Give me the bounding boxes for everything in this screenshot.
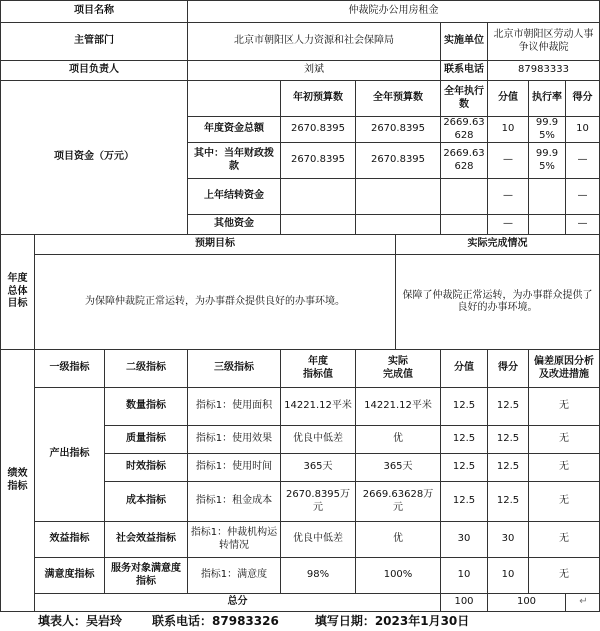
total-score: 100 — [488, 594, 566, 612]
perf-reason: 无 — [529, 522, 600, 558]
funds-header-rate: 执行率 — [529, 81, 566, 117]
perf-l3: 指标1：仲裁机构运转情况 — [188, 522, 281, 558]
perf-l2: 服务对象满意度指标 — [105, 558, 188, 594]
funds-cell — [529, 215, 566, 235]
funds-cell: 2670.8395 — [356, 143, 441, 179]
dept-row — [1, 23, 600, 61]
perf-score: 12.5 — [488, 426, 529, 454]
perf-actual: 365天 — [356, 454, 441, 482]
funds-header-full: 全年预算数 — [356, 81, 441, 117]
funds-cell: — — [488, 143, 529, 179]
perf-section-label: 绩效指标 — [1, 350, 35, 612]
funds-cell: 99.95% — [529, 143, 566, 179]
phone-value: 87983333 — [488, 61, 600, 81]
goals-content-row — [1, 255, 600, 350]
perf-value: 12.5 — [441, 482, 488, 522]
perf-score: 30 — [488, 522, 529, 558]
perf-l2: 数量指标 — [105, 388, 188, 426]
perf-header-row — [1, 350, 600, 388]
perf-score: 12.5 — [488, 482, 529, 522]
funds-cell — [281, 215, 356, 235]
perf-score: 12.5 — [488, 388, 529, 426]
funds-cell: 10 — [488, 117, 529, 143]
leader-value: 刘斌 — [188, 61, 441, 81]
perf-header-level1: 一级指标 — [35, 350, 105, 388]
goals-expected-label: 预期目标 — [35, 235, 396, 255]
perf-header-level3: 三级指标 — [188, 350, 281, 388]
perf-score: 10 — [488, 558, 529, 594]
funds-corner — [188, 81, 281, 117]
perf-actual: 14221.12平米 — [356, 388, 441, 426]
perf-l3: 指标1：租金成本 — [188, 482, 281, 522]
funds-cell — [356, 215, 441, 235]
perf-actual: 2669.63628万元 — [356, 482, 441, 522]
perf-l3: 指标1：使用效果 — [188, 426, 281, 454]
perf-value: 12.5 — [441, 426, 488, 454]
perf-reason: 无 — [529, 482, 600, 522]
funds-cell: 2670.8395 — [281, 117, 356, 143]
phone-label: 联系电话 — [441, 61, 488, 81]
perf-header-actual: 实际 完成值 — [356, 350, 441, 388]
footer-phone: 联系电话：87983326 — [152, 614, 279, 628]
form-footer — [0, 610, 600, 631]
project-name-row — [1, 1, 600, 23]
funds-cell: 10 — [566, 117, 600, 143]
funds-cell: 2669.63628 — [441, 117, 488, 143]
funds-cell: — — [488, 215, 529, 235]
funds-header-initial: 年初预算数 — [281, 81, 356, 117]
funds-cell — [529, 179, 566, 215]
total-empty — [566, 594, 600, 612]
return-mark-icon: ↵ — [579, 596, 588, 608]
project-name-label: 项目名称 — [1, 1, 188, 23]
perf-actual: 100% — [356, 558, 441, 594]
perf-reason: 无 — [529, 388, 600, 426]
funds-cell: 2669.63628 — [441, 143, 488, 179]
goals-actual-label: 实际完成情况 — [396, 235, 600, 255]
total-label: 总分 — [35, 594, 441, 612]
funds-cell — [441, 215, 488, 235]
funds-cell — [356, 179, 441, 215]
funds-cell — [281, 179, 356, 215]
impl-value: 北京市朝阳区劳动人事争议仲裁院 — [488, 23, 600, 61]
total-value: 100 — [441, 594, 488, 612]
perf-l3: 指标1：使用面积 — [188, 388, 281, 426]
funds-cell — [441, 179, 488, 215]
perf-value: 12.5 — [441, 388, 488, 426]
perf-value: 10 — [441, 558, 488, 594]
funds-cell: — — [566, 179, 600, 215]
funds-header-score: 得分 — [566, 81, 600, 117]
perf-output-label: 产出指标 — [35, 388, 105, 522]
funds-row-label: 年度资金总额 — [188, 117, 281, 143]
impl-label: 实施单位 — [441, 23, 488, 61]
goals-expected-text: 为保障仲裁院正常运转，为办事群众提供良好的办事环境。 — [35, 255, 396, 350]
funds-row-label: 上年结转资金 — [188, 179, 281, 215]
perf-target: 2670.8395万元 — [281, 482, 356, 522]
funds-row-label: 其他资金 — [188, 215, 281, 235]
perf-actual: 优 — [356, 522, 441, 558]
perf-target: 365天 — [281, 454, 356, 482]
perf-header-level2: 二级指标 — [105, 350, 188, 388]
perf-l2: 质量指标 — [105, 426, 188, 454]
funds-row-label: 其中：当年财政拨款 — [188, 143, 281, 179]
perf-effect-label: 效益指标 — [35, 522, 105, 558]
perf-score: 12.5 — [488, 454, 529, 482]
project-name-value: 仲裁院办公用房租金 — [188, 1, 600, 23]
funds-cell: — — [488, 179, 529, 215]
perf-header-value: 分值 — [441, 350, 488, 388]
funds-cell: 2670.8395 — [356, 117, 441, 143]
perf-target: 优良中低差 — [281, 522, 356, 558]
perf-l2: 社会效益指标 — [105, 522, 188, 558]
perf-value: 30 — [441, 522, 488, 558]
perf-l2: 时效指标 — [105, 454, 188, 482]
perf-target: 98% — [281, 558, 356, 594]
goals-actual-text: 保障了仲裁院正常运转，为办事群众提供了良好的办事环境。 — [396, 255, 600, 350]
perf-row — [1, 558, 600, 594]
funds-cell: — — [566, 143, 600, 179]
dept-label: 主管部门 — [1, 23, 188, 61]
perf-target: 优良中低差 — [281, 426, 356, 454]
funds-cell: 99.95% — [529, 117, 566, 143]
perf-value: 12.5 — [441, 454, 488, 482]
perf-header-target: 年度 指标值 — [281, 350, 356, 388]
leader-row — [1, 61, 600, 81]
perf-header-score: 得分 — [488, 350, 529, 388]
funds-header-exec: 全年执行数 — [441, 81, 488, 117]
perf-l2: 成本指标 — [105, 482, 188, 522]
funds-cell: — — [566, 215, 600, 235]
goals-header-row — [1, 235, 600, 255]
dept-value: 北京市朝阳区人力资源和社会保障局 — [188, 23, 441, 61]
funds-section-label: 项目资金（万元） — [1, 81, 188, 235]
perf-target: 14221.12平米 — [281, 388, 356, 426]
perf-actual: 优 — [356, 426, 441, 454]
perf-satisfaction-label: 满意度指标 — [35, 558, 105, 594]
footer-date: 填写日期：2023年1月30日 — [314, 614, 470, 628]
perf-l3: 指标1：满意度 — [188, 558, 281, 594]
total-row — [1, 594, 600, 612]
perf-row — [1, 388, 600, 426]
perf-l3: 指标1：使用时间 — [188, 454, 281, 482]
leader-label: 项目负责人 — [1, 61, 188, 81]
funds-cell: 2670.8395 — [281, 143, 356, 179]
perf-reason: 无 — [529, 454, 600, 482]
footer-filler: 填表人：吴岩玲 — [38, 614, 123, 628]
perf-header-reason: 偏差原因分析及改进措施 — [529, 350, 600, 388]
funds-header-row — [1, 81, 600, 117]
perf-reason: 无 — [529, 558, 600, 594]
perf-row — [1, 522, 600, 558]
perf-reason: 无 — [529, 426, 600, 454]
funds-header-value: 分值 — [488, 81, 529, 117]
goals-section-label: 年度总体目标 — [1, 235, 35, 350]
